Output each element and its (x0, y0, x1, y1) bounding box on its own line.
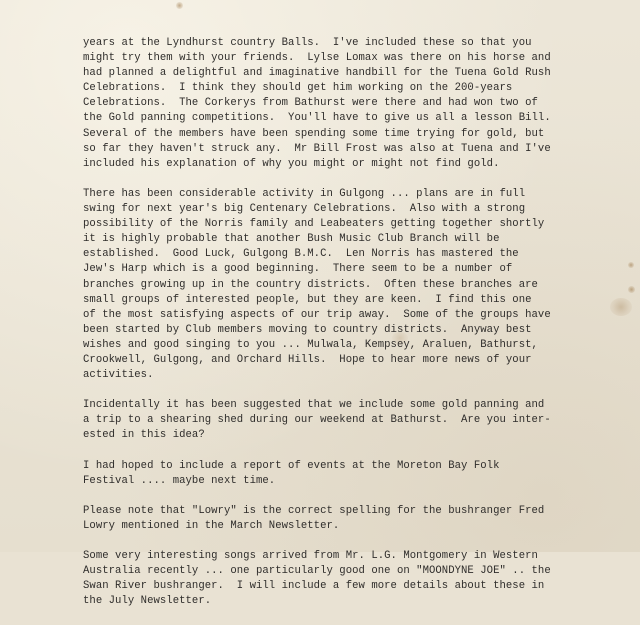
text-line: Please note that "Lowry" is the correct spelling for the bushranger Fred (83, 504, 545, 517)
ink-speck-right-2 (628, 286, 635, 293)
text-line: established. Good Luck, Gulgong B.M.C. Len Norris has mastered the (83, 248, 519, 261)
text-line: Crookwell, Gulgong, and Orchard Hills. Hope to hear more news of your (83, 353, 532, 366)
paragraph (83, 398, 623, 443)
text-line: wishes and good singing to you ... Mulwala, Kempsey, Araluen, Bathurst, (83, 338, 538, 351)
text-line: possibility of the Norris family and Leabeaters getting together shortly (83, 218, 545, 231)
text-line: activities. (83, 369, 154, 382)
text-line: Some very interesting songs arrived from Mr. L.G. Montgomery in Western (83, 550, 538, 563)
text-line: it is highly probable that another Bush Music Club Branch will be (83, 233, 500, 246)
text-line: small groups of interested people, but they are keen. I find this one (83, 293, 532, 306)
text-line: of the most satisfying aspects of our trip away. Some of the groups have (83, 308, 551, 321)
text-line: I had hoped to include a report of events at the Moreton Bay Folk (83, 459, 500, 472)
text-line: Several of the members have been spending some time trying for gold, but (83, 127, 545, 140)
paragraph (83, 187, 623, 383)
text-line: Lowry mentioned in the March Newsletter. (83, 520, 340, 532)
text-line: ested in this idea? (83, 429, 205, 442)
paragraph (83, 504, 623, 534)
text-line: included his explanation of why you might or might not find gold. (83, 157, 500, 170)
text-line: Celebrations. The Corkerys from Bathurst were there and had won two of (83, 97, 538, 110)
text-line: the Gold panning competitions. You'll have to give us all a lesson Bill. (83, 112, 551, 125)
text-line: so far they haven't struck any. Mr Bill Frost was also at Tuena and I've (83, 142, 551, 155)
newsletter-text (83, 36, 623, 625)
ink-speck-right-1 (628, 262, 634, 268)
text-line: the July Newsletter. (83, 595, 212, 608)
text-line: Jew's Harp which is a good beginning. There seem to be a number of (83, 263, 513, 276)
paragraph (83, 459, 623, 489)
text-line: years at the Lyndhurst country Balls. I've included these so that you (83, 37, 532, 49)
ink-speck-top (176, 2, 183, 9)
text-line: Incidentally it has been suggested that we include some gold panning and (83, 399, 545, 412)
text-line: branches growing up in the country districts. Often these branches are (83, 278, 538, 291)
text-line: a trip to a shearing shed during our weekend at Bathurst. Are you inter- (83, 414, 551, 427)
text-line: There has been considerable activity in Gulgong ... plans are in full (83, 187, 526, 200)
text-line: Celebrations. I think they should get him working on the 200-years (83, 82, 513, 95)
text-line: Australia recently ... one particularly good one on "MOONDYNE JOE" .. the (83, 565, 551, 578)
text-line: might try them with your friends. Lylse Lomax was there on his horse and (83, 52, 551, 65)
text-line: Festival .... maybe next time. (83, 474, 276, 487)
paragraph (83, 549, 623, 609)
text-line: had planned a delightful and imaginative handbill for the Tuena Gold Rush (83, 67, 551, 80)
text-line: swing for next year's big Centenary Celebrations. Also with a strong (83, 203, 526, 216)
text-line: Swan River bushranger. I will include a few more details about these in (83, 580, 545, 593)
text-line: been started by Club members moving to country districts. Anyway best (83, 323, 532, 336)
paragraph (83, 36, 623, 172)
